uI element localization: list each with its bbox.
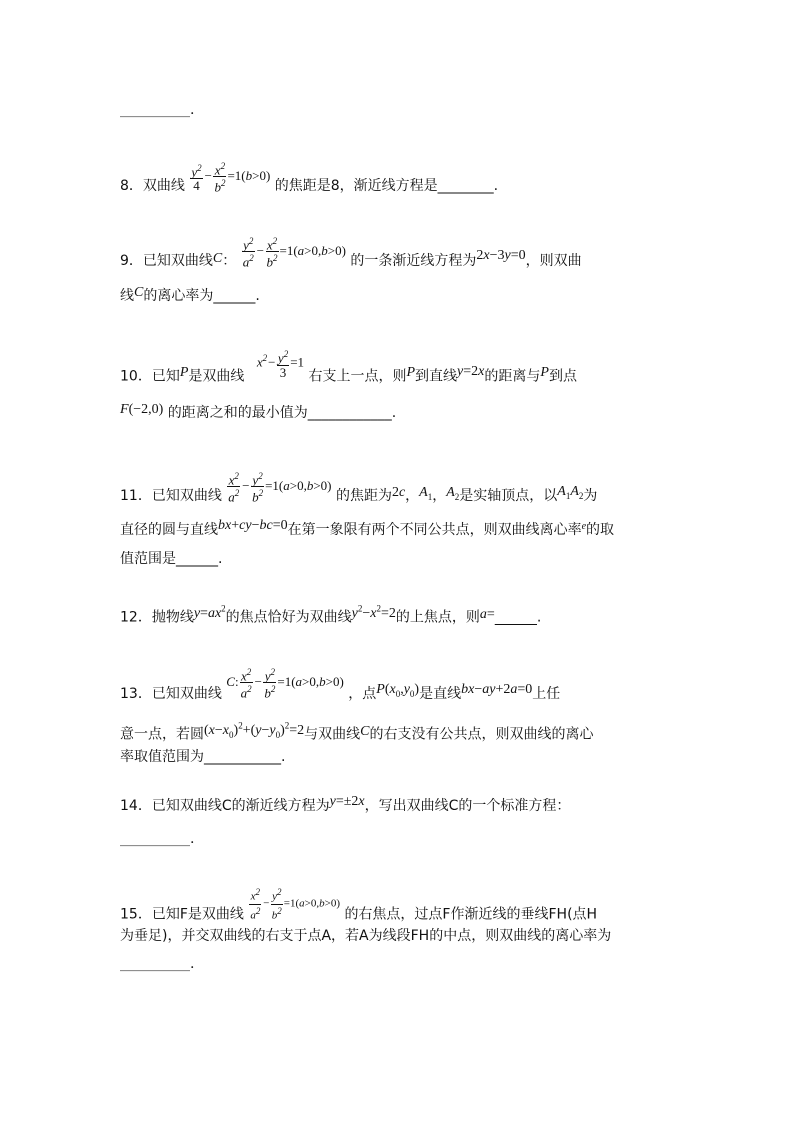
question-8: 8．双曲线 $\frac{y^2}{4}$ − $\frac{x^2}{b^2}$ =1(b>0) 的焦距是8，渐近线方程是________. bbox=[120, 161, 499, 195]
question-10-line-1: 10．已知P是双曲线 $x^2-$ $\frac{y^2}{3}$ =1 右支上一点，则P到直线y=2x的距离与P到点 bbox=[120, 349, 577, 385]
q8-hyperbola-formula: $\frac{y^2}{4}$ − $\frac{x^2}{b^2}$ =1(b>0) bbox=[191, 161, 271, 195]
question-14-line-2: __________. bbox=[120, 831, 195, 847]
question-9-line-2: 线C的离心率为______. bbox=[120, 285, 260, 304]
question-13-line-2: 意一点，若圆$(x-x_0)^2+(y-y_0)^2=2$与双曲线C的右支没有公共点，则双曲线的离心 bbox=[120, 720, 594, 743]
question-9-line-1: 9．已知双曲线C： $\frac{y^2}{a^2}$ − $\frac{x^2}{b^2}$ =1(a>0,b>0) 的一条渐近线方程为2x−3y=0，则双曲 bbox=[120, 236, 582, 270]
q13-hyperbola-formula: C: $\frac{x^2}{a^2}$ − $\frac{y^2}{b^2}$ =1(a>0,b>0) bbox=[226, 667, 344, 701]
question-11-line-1: 11．已知双曲线 $\frac{x^2}{a^2}$ − $\frac{y^2}{b^2}$ =1(a>0,b>0) 的焦距为2c，$A_1$，$A_2$是实轴顶点，以$A_1A_2$为 bbox=[120, 471, 598, 505]
question-13-line-1: 13．已知双曲线 C: $\frac{x^2}{a^2}$ − $\frac{y^2}{b^2}$ =1(a>0,b>0) ，点$P(x_0,y_0)$是直线bx−ay+2a=0上任 bbox=[120, 667, 561, 702]
question-15-line-2: 为垂足)，并交双曲线的右支于点A，若A为线段FH的中点，则双曲线的离心率为 bbox=[120, 928, 612, 944]
question-11-line-3: 值范围是______. bbox=[120, 551, 223, 567]
question-13-line-3: 率取值范围为___________. bbox=[120, 749, 286, 765]
question-12: 12．抛物线$y=ax^2$的焦点恰好为双曲线$y^2-x^2=2$的上焦点，则a=______. bbox=[120, 603, 542, 626]
answer-blank-top: __________. bbox=[120, 102, 195, 118]
q11-hyperbola-formula: $\frac{x^2}{a^2}$ − $\frac{y^2}{b^2}$ =1(a>0,b>0) bbox=[228, 471, 332, 505]
q15-hyperbola-formula: $\frac{x^2}{a^2}$ − $\frac{y^2}{b^2}$ =1(a>0,b>0) bbox=[250, 887, 340, 922]
question-10-line-2: F(−2,0) 的距离之和的最小值为____________. bbox=[120, 402, 397, 421]
question-15-line-1: 15．已知F是双曲线 $\frac{x^2}{a^2}$ − $\frac{y^2}{b^2}$ =1(a>0,b>0) 的右焦点，过点F作渐近线的垂线FH(点H bbox=[120, 887, 598, 923]
question-11-line-2: 直径的圆与直线bx+cy−bc=0在第一象限有两个不同公共点，则双曲线离心率$^e$的取 bbox=[120, 518, 615, 538]
q9-hyperbola-formula: $\frac{y^2}{a^2}$ − $\frac{x^2}{b^2}$ =1(a>0,b>0) bbox=[242, 236, 346, 270]
question-15-line-3: __________. bbox=[120, 956, 195, 972]
q10-hyperbola-formula: $x^2-$ $\frac{y^2}{3}$ =1 bbox=[256, 349, 305, 380]
question-14-line-1: 14．已知双曲线C的渐近线方程为y=±2x，写出双曲线C的一个标准方程： bbox=[120, 794, 571, 814]
